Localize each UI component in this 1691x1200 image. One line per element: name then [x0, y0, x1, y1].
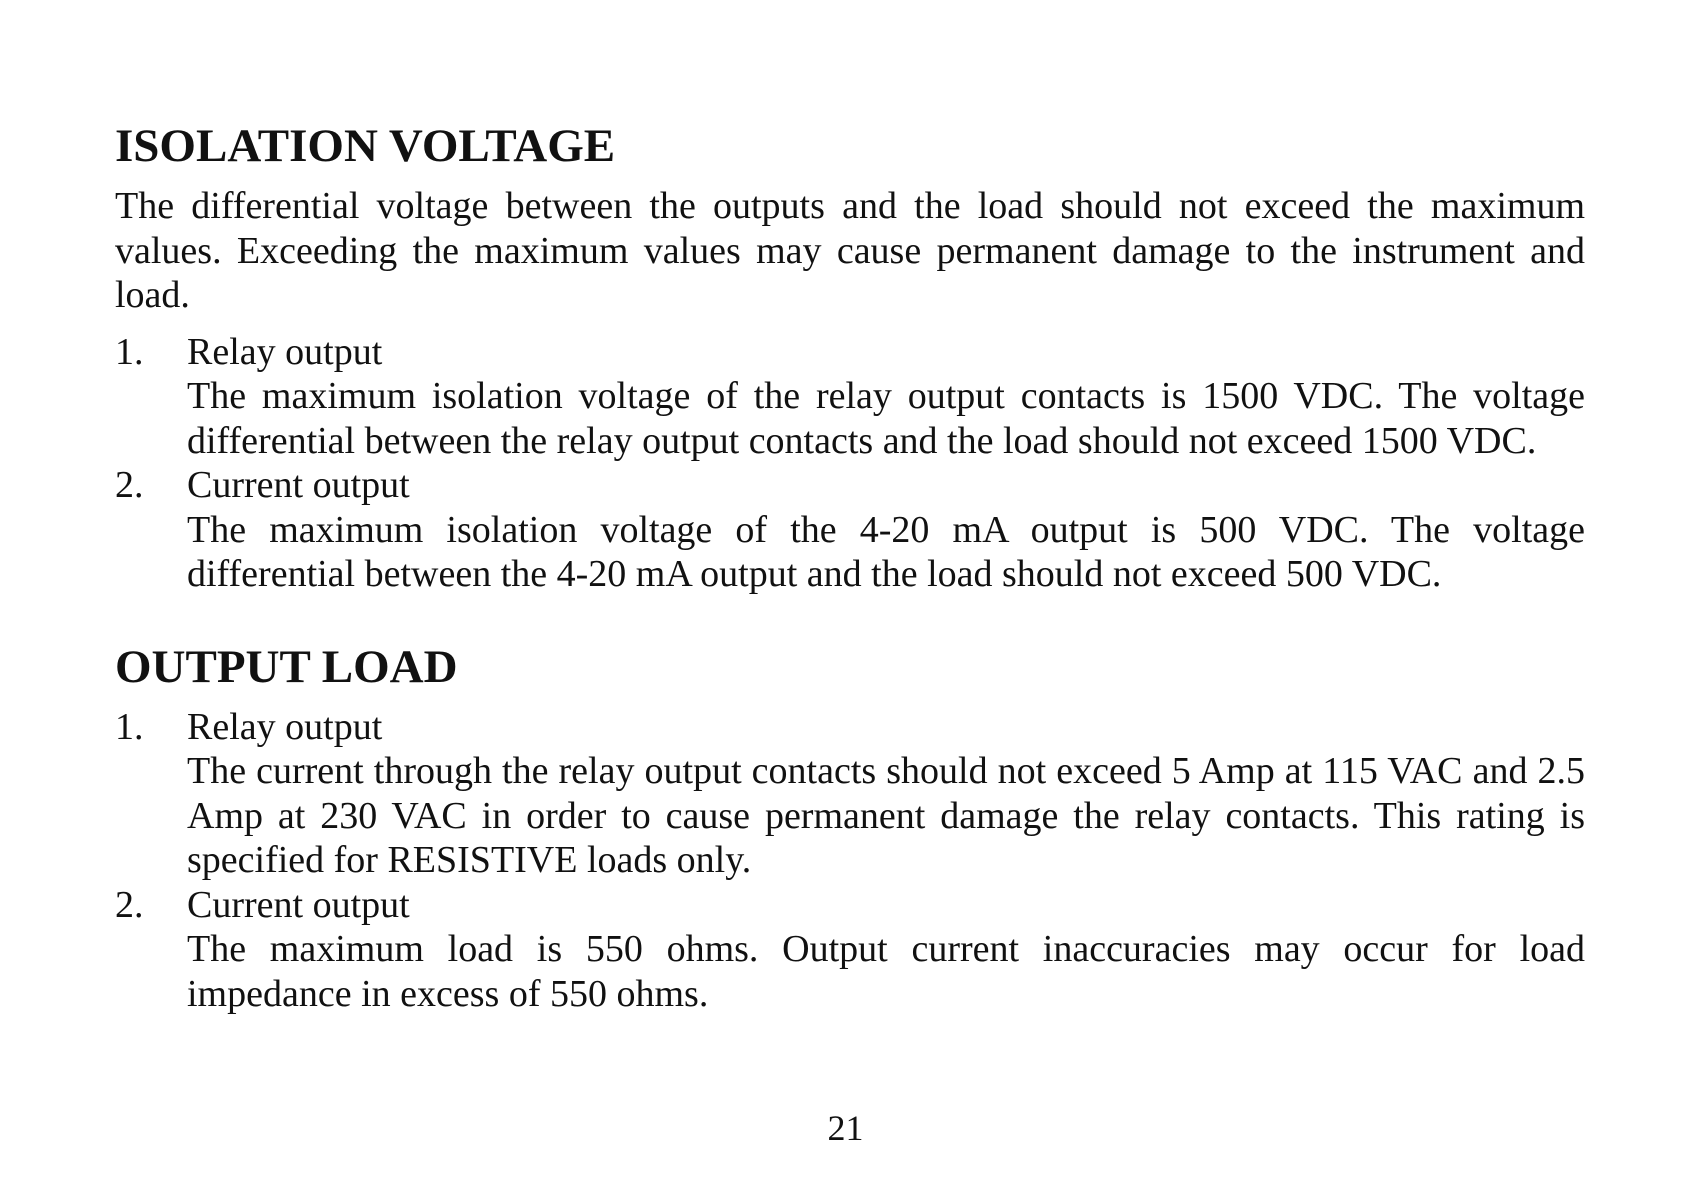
list-item-number: 1.	[115, 330, 144, 373]
list-item-title: Relay output	[187, 330, 383, 373]
list-item-number: 1.	[115, 705, 144, 748]
list-item-title: Relay output	[187, 705, 383, 748]
list-item	[115, 705, 1585, 883]
list-item	[115, 883, 1585, 1017]
list-item-body: The maximum isolation voltage of the relay output contacts is 1500 VDC. The voltage differential between the relay output contacts and the load should not exceed 1500 VDC.	[187, 375, 1585, 462]
list-item	[115, 330, 1585, 464]
output-load-section	[115, 639, 1585, 1017]
list-item	[115, 463, 1585, 597]
isolation-voltage-intro: The differential voltage between the outputs and the load should not exceed the maximum values. Exceeding the maximum values may cause permanent damage to the instrument and load.	[115, 185, 1585, 316]
list-item-number: 2.	[115, 883, 144, 926]
list-item-number: 2.	[115, 464, 144, 506]
document-page	[115, 118, 1585, 1016]
list-item-body: The maximum load is 550 ohms. Output current inaccuracies may occur for load impedance in excess of 550 ohms.	[187, 928, 1585, 1015]
list-item-title: Current output	[187, 464, 410, 506]
list-item-title: Current output	[187, 883, 410, 926]
page-number: 21	[827, 1108, 864, 1148]
output-load-list	[115, 705, 1585, 1017]
isolation-voltage-heading: ISOLATION VOLTAGE	[115, 120, 616, 172]
list-item-body: The current through the relay output contacts should not exceed 5 Amp at 115 VAC and 2.5 Amp at 230 VAC in order to cause permanent damage the relay contacts. This rating is specified for RESISTIVE loads only.	[187, 750, 1585, 881]
list-item-body: The maximum isolation voltage of the 4-20 mA output is 500 VDC. The voltage differential between the 4-20 mA output and the load should not exceed 500 VDC.	[187, 508, 1585, 595]
isolation-voltage-section	[115, 118, 1585, 597]
section-spacer	[115, 597, 1585, 639]
isolation-voltage-list	[115, 330, 1585, 597]
output-load-heading: OUTPUT LOAD	[115, 640, 458, 693]
